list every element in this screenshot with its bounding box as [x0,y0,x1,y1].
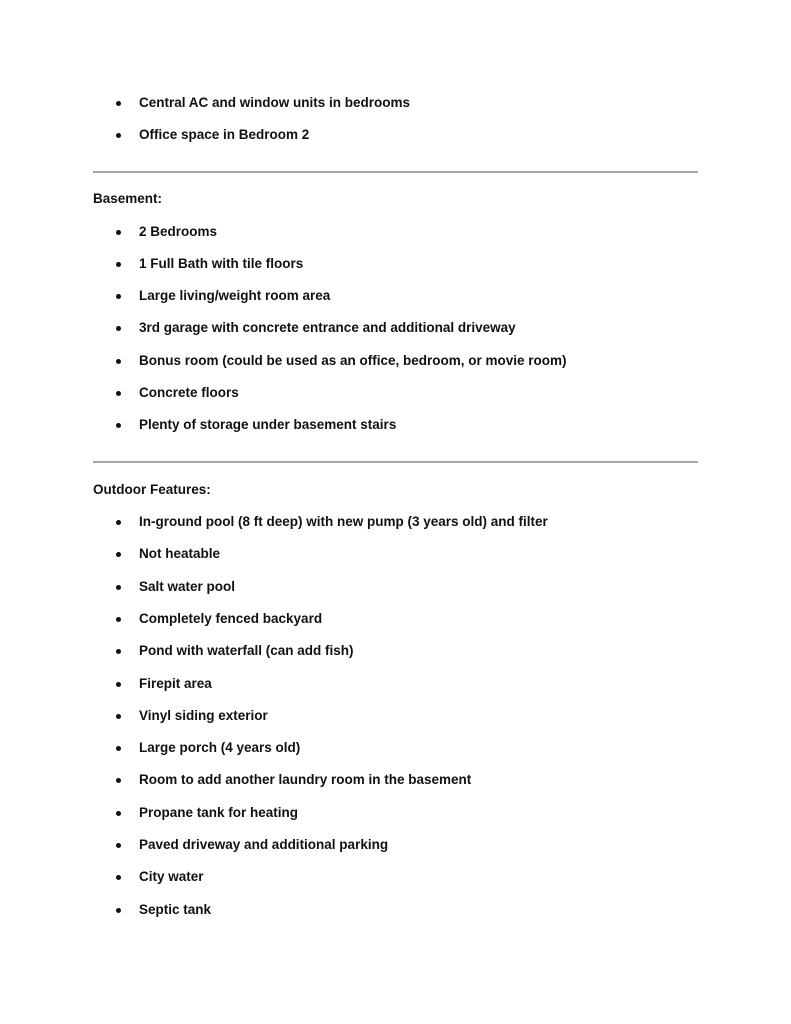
list-item-text: Completely fenced backyard [139,611,323,626]
list-item-text: Pond with waterfall (can add fish) [139,643,354,658]
list-item-text: Plenty of storage under basement stairs [139,417,397,432]
bullet-icon [116,682,121,687]
outdoor-features-heading: Outdoor Features: [93,482,211,497]
bullet-icon [116,294,121,299]
bullet-icon [116,520,121,525]
list-item-text: 2 Bedrooms [139,224,218,239]
list-item-text: Large living/weight room area [139,288,331,303]
list-item-text: Central AC and window units in bedrooms [139,95,411,110]
list-item-text: Septic tank [139,902,212,917]
list-item-text: Not heatable [139,546,221,561]
bullet-icon [116,326,121,331]
bullet-icon [116,908,121,913]
bullet-icon [116,778,121,783]
list-item-text: Paved driveway and additional parking [139,837,389,852]
list-item-text: Salt water pool [139,579,236,594]
bullet-icon [116,649,121,654]
bullet-icon [116,714,121,719]
bullet-icon [116,746,121,751]
bullet-icon [116,811,121,816]
section-divider [93,171,698,173]
list-item-text: 3rd garage with concrete entrance and additional driveway [139,320,516,335]
list-item-text: In-ground pool (8 ft deep) with new pump (3 years old) and filter [139,514,548,529]
section-divider [93,461,698,463]
bullet-icon [116,617,121,622]
bullet-icon [116,101,121,106]
list-item-text: Room to add another laundry room in the basement [139,772,472,787]
list-item-text: Vinyl siding exterior [139,708,268,723]
bullet-icon [116,133,121,138]
list-item-text: Office space in Bedroom 2 [139,127,310,142]
list-item-text: 1 Full Bath with tile floors [139,256,304,271]
bullet-icon [116,585,121,590]
bullet-icon [116,262,121,267]
list-item-text: Firepit area [139,676,212,691]
list-item-text: City water [139,869,204,884]
bullet-icon [116,552,121,557]
list-item-text: Bonus room (could be used as an office, bedroom, or movie room) [139,353,567,368]
bullet-icon [116,391,121,396]
list-item-text: Propane tank for heating [139,805,299,820]
bullet-icon [116,423,121,428]
list-item-text: Large porch (4 years old) [139,740,301,755]
list-item-text: Concrete floors [139,385,239,400]
basement-heading: Basement: [93,191,163,206]
bullet-icon [116,843,121,848]
bullet-icon [116,875,121,880]
bullet-icon [116,230,121,235]
bullet-icon [116,359,121,364]
